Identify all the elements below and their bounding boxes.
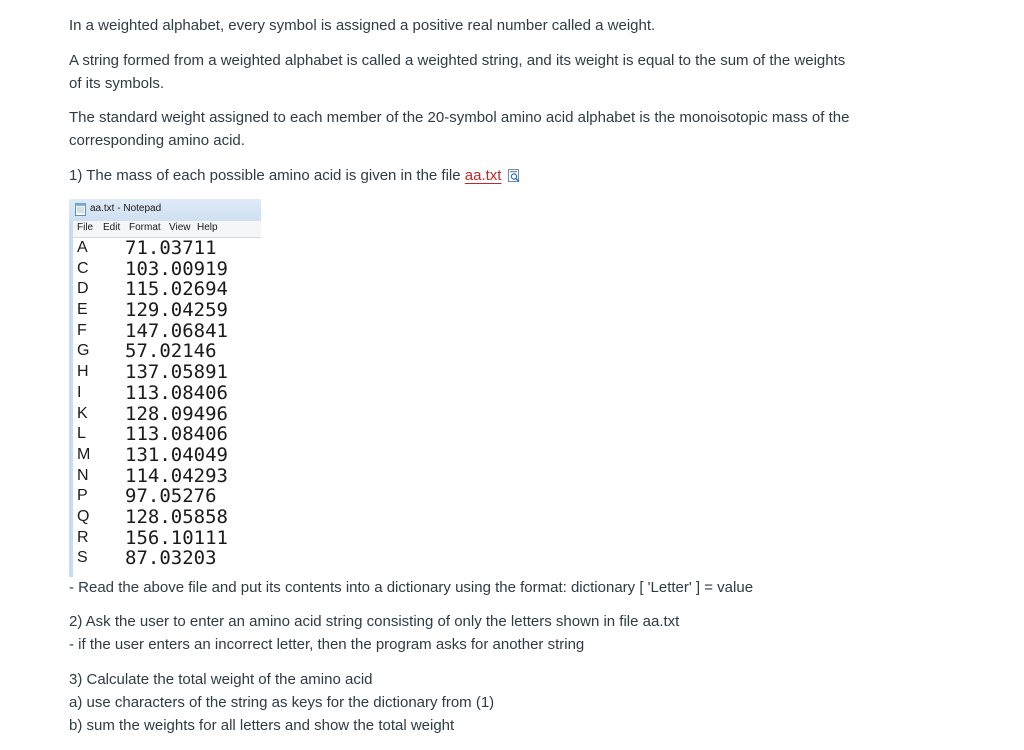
document-preview-icon[interactable] [507,167,521,182]
step3-paragraph [69,668,869,737]
step1-line [69,164,869,187]
aa-txt-link[interactable]: aa.txt [464,167,502,184]
amino-mass: 131.04049 [125,443,228,466]
step1-note-paragraph [69,576,869,599]
amino-letter: C [77,259,89,277]
amino-letter: P [77,487,88,505]
notepad-app-icon [75,203,86,216]
amino-letter: E [77,301,88,319]
menu-format: Format [129,222,161,233]
amino-mass: 114.04293 [125,464,228,487]
amino-letter: G [77,342,90,360]
menu-view: View [169,222,191,233]
step3-line1: 3) Calculate the total weight of the amino acid [69,671,373,688]
intro-text-3-line1: The standard weight assigned to each member of the 20-symbol amino acid alphabet is the monoisotopic mass of the [69,109,850,126]
step2-paragraph [69,610,869,656]
intro-text-1: In a weighted alphabet, every symbol is assigned a positive real number called a weight. [69,17,656,34]
amino-mass: 97.05276 [125,485,217,508]
menu-edit: Edit [103,222,121,233]
amino-mass: 71.03711 [125,237,217,259]
amino-letter: D [77,280,89,298]
step1-paragraph [69,164,869,187]
step2-line2: - if the user enters an incorrect letter, then the program asks for another string [69,636,585,653]
step1-text: 1) The mass of each possible amino acid is given in the file [69,167,465,184]
amino-mass: 87.03203 [125,547,217,570]
amino-letter: Q [77,507,90,525]
amino-letter: R [77,528,89,546]
amino-letter: N [77,466,89,484]
menu-help: Help [197,222,218,233]
amino-mass: 57.02146 [125,340,217,363]
amino-letter: L [77,425,86,443]
amino-letter: K [77,404,88,422]
amino-letter: S [77,549,88,567]
amino-letter: H [77,363,89,381]
intro-text-2-line1: A string formed from a weighted alphabet is called a weighted string, and its weight is equal to the sum of the weights [69,52,846,69]
step2-line1: 2) Ask the user to enter an amino acid string consisting of only the letters shown in file aa.txt [69,613,680,630]
amino-mass: 113.08406 [125,423,228,446]
intro-paragraph-2 [69,49,869,95]
amino-mass: 103.00919 [125,257,228,280]
intro-text-2-line2: of its symbols. [69,75,165,92]
notepad-menubar [73,221,261,238]
step3-line2: a) use characters of the string as keys for the dictionary from (1) [69,694,495,711]
amino-mass: 147.06841 [125,319,228,342]
amino-mass: 156.10111 [125,526,228,549]
amino-mass: 128.05858 [125,505,228,528]
amino-mass: 128.09496 [125,402,228,425]
amino-mass: 113.08406 [125,381,228,404]
notepad-titlebar [69,199,261,221]
notepad-screenshot [69,199,261,577]
notepad-title: aa.txt - Notepad [90,203,162,214]
intro-text-3-line2: corresponding amino acid. [69,132,245,149]
amino-letter: A [77,239,88,256]
amino-letter: I [77,383,82,401]
amino-mass: 115.02694 [125,278,228,301]
intro-paragraph-3 [69,106,869,152]
amino-letter: F [77,321,87,339]
amino-letter: M [77,445,91,463]
intro-paragraph-1 [69,14,869,37]
step1-note: - Read the above file and put its contents into a dictionary using the format: dictionary [ 'Letter' ] = value [69,579,754,596]
amino-mass: 129.04259 [125,299,228,322]
menu-file: File [77,222,94,233]
step3-line3: b) sum the weights for all letters and show the total weight [69,717,455,734]
amino-mass: 137.05891 [125,361,228,384]
notepad-window-border [69,199,73,577]
